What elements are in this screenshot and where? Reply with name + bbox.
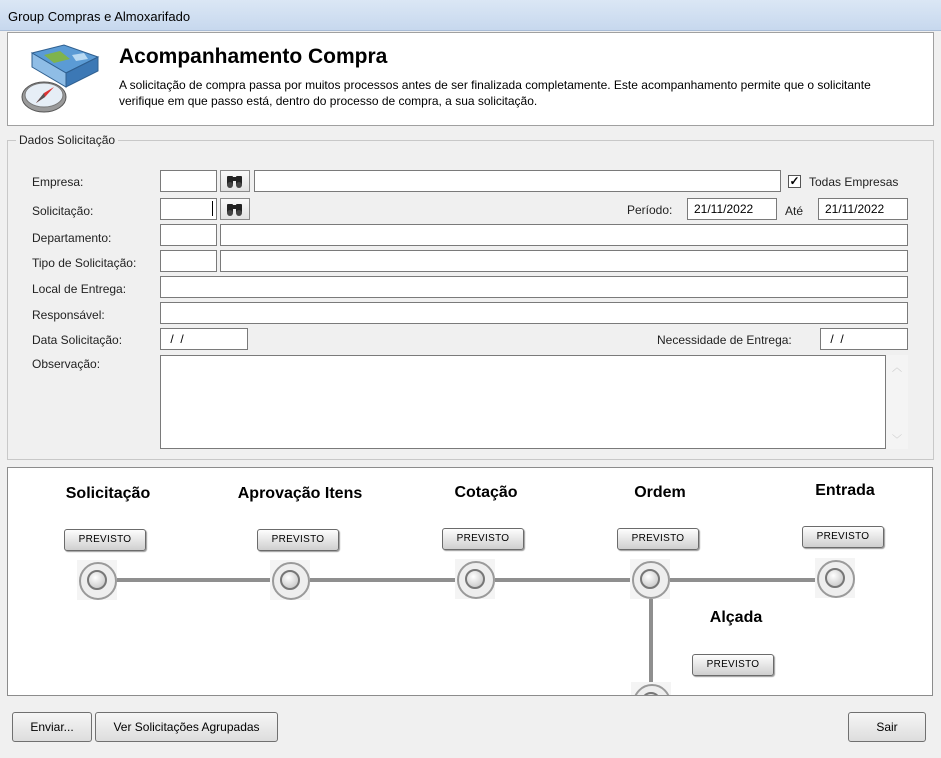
ver-solicitacoes-agrupadas-button[interactable]: Ver Solicitações Agrupadas [95,712,278,742]
todas-empresas-checkbox[interactable]: ✓ [789,174,800,188]
departamento-name-input[interactable] [220,224,908,246]
stage-alcada-status[interactable]: PREVISTO [692,654,774,676]
empresa-label: Empresa: [32,175,84,189]
scroll-down-icon[interactable]: ﹀ [892,435,902,446]
stage-cotacao-title: Cotação [454,484,518,501]
stage-entrada-title: Entrada [815,482,875,499]
stage-entrada-node [815,558,855,598]
necessidade-entrega-input[interactable]: / / [820,328,908,350]
stage-alcada-title: Alçada [709,609,763,626]
binoculars-icon [221,171,249,191]
observacao-scrollbar[interactable] [886,355,908,449]
text-cursor [212,201,213,216]
periodo-end-input[interactable]: 21/11/2022 [818,198,908,220]
ate-label: Até [785,204,804,218]
solicitacao-input[interactable] [160,198,217,220]
stage-entrada-status[interactable]: PREVISTO [802,526,884,548]
observacao-textarea[interactable] [160,355,886,449]
tipo-name-input[interactable] [220,250,908,272]
tipo-code-input[interactable] [160,250,217,272]
stage-cotacao-node [455,559,495,599]
enviar-button[interactable]: Enviar... [12,712,92,742]
departamento-label: Departamento: [32,231,112,245]
solicitacao-label: Solicitação: [32,204,94,218]
stage-solicitacao-title: Solicitação [65,485,151,502]
process-flow-panel [7,467,933,696]
window-titlebar [0,0,941,31]
stage-alcada-node [631,682,671,696]
header-panel [7,32,934,126]
responsavel-label: Responsável: [32,308,105,322]
window-title: Group Compras e Almoxarifado [8,9,191,24]
stage-aprovacao-node [270,560,310,600]
tipo-solicitacao-label: Tipo de Solicitação: [32,256,137,270]
sair-button[interactable]: Sair [848,712,926,742]
stage-solicitacao-status[interactable]: PREVISTO [64,529,146,551]
binoculars-icon [221,199,249,219]
responsavel-input[interactable] [160,302,908,324]
stage-solicitacao-node [77,560,117,600]
page-title: Acompanhamento Compra [119,45,388,68]
page-description: A solicitação de compra passa por muitos processos antes de ser finalizada completamente. Este acompanhamento permite que o solicitante verifique em que passo está, dentro do processo de compra, a sua solicitação. [119,78,871,108]
periodo-label: Período: [627,203,673,217]
solicitacao-search-button[interactable] [220,198,250,220]
stage-ordem-title: Ordem [634,484,686,501]
stage-ordem-status[interactable]: PREVISTO [617,528,699,550]
periodo-start-input[interactable]: 21/11/2022 [687,198,777,220]
stage-aprovacao-title: Aprovação Itens [237,485,363,502]
todas-empresas-label: Todas Empresas [809,175,899,189]
group-title: Dados Solicitação [16,133,118,147]
local-entrega-label: Local de Entrega: [32,282,127,296]
data-solicitacao-label: Data Solicitação: [32,333,123,347]
empresa-code-input[interactable] [160,170,217,192]
stage-ordem-node [630,559,670,599]
stage-aprovacao-status[interactable]: PREVISTO [257,529,339,551]
compass-map-icon [14,43,102,115]
observacao-label: Observação: [32,357,101,371]
stage-cotacao-status[interactable]: PREVISTO [442,528,524,550]
departamento-code-input[interactable] [160,224,217,246]
local-entrega-input[interactable] [160,276,908,298]
scroll-up-icon[interactable]: ︿ [892,363,902,374]
empresa-search-button[interactable] [220,170,250,192]
necessidade-entrega-label: Necessidade de Entrega: [657,333,792,347]
data-solicitacao-input[interactable]: / / [160,328,248,350]
empresa-name-input[interactable] [254,170,781,192]
